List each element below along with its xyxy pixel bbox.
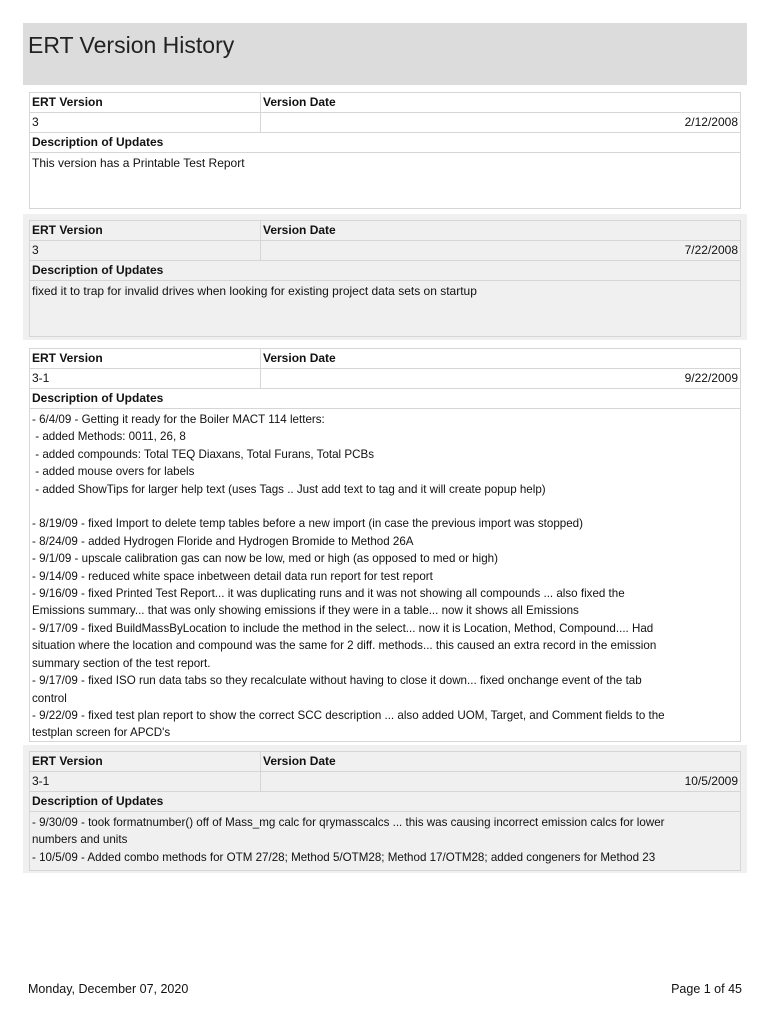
version-date-label: Version Date [260, 348, 741, 369]
description-text: This version has a Printable Test Report [29, 152, 741, 209]
version-date-value: 10/5/2009 [260, 771, 741, 792]
version-date-value: 9/22/2009 [260, 368, 741, 389]
footer-page-number: Page 1 of 45 [671, 982, 742, 996]
version-date-label: Version Date [260, 92, 741, 113]
ert-version-value: 3-1 [29, 771, 261, 792]
version-record [23, 342, 747, 742]
ert-version-value: 3 [29, 112, 261, 133]
version-record [23, 214, 747, 340]
description-text: fixed it to trap for invalid drives when looking for existing project data sets on startup [29, 280, 741, 337]
ert-version-label: ERT Version [29, 348, 261, 369]
version-date-label: Version Date [260, 220, 741, 241]
version-date-label: Version Date [260, 751, 741, 772]
ert-version-value: 3 [29, 240, 261, 261]
description-text: - 6/4/09 - Getting it ready for the Boiler MACT 114 letters: - added Methods: 0011, 26, 8 - added compounds: Total TEQ Diaxans, Total Furans, Total PCBs - added mouse overs for labels - added ShowTips for larger help text (uses Tags .. Just add text to tag and it will create popup help) - 8/19/09 - fixed Import to delete temp tables before a new import (in case the previous import was stopped) - 8/24/09 - added Hydrogen Floride and Hydrogen Bromide to Method 26A - 9/1/09 - upscale calibration gas can now be low, med or high (as opposed to med or high) - 9/14/09 - reduced white space inbetween detail data run report for test report - 9/16/09 - fixed Printed Test Report... it was duplicating runs and it was not showing all compounds ... also fixed the Emissions summary... that was only showing emissions if they were in a table... now it shows all Emissions - 9/17/09 - fixed BuildMassByLocation to include the method in the select... now it is Location, Method, Compound.... Had situation where the location and compound was the same for 2 diff. methods... this caused an extra record in the emission summary section of the test report. - 9/17/09 - fixed ISO run data tabs so they recalculate without having to close it down... fixed onchange event of the tab control - 9/22/09 - fixed test plan report to show the correct SCC description ... also added UOM, Target, and Comment fields to the testplan screen for APCD's [29, 408, 741, 742]
ert-version-label: ERT Version [29, 751, 261, 772]
version-date-value: 7/22/2008 [260, 240, 741, 261]
description-label: Description of Updates [29, 388, 741, 409]
description-label: Description of Updates [29, 132, 741, 153]
page-title: ERT Version History [28, 32, 235, 58]
version-date-value: 2/12/2008 [260, 112, 741, 133]
ert-version-label: ERT Version [29, 220, 261, 241]
footer-date: Monday, December 07, 2020 [28, 982, 189, 996]
description-label: Description of Updates [29, 260, 741, 281]
description-label: Description of Updates [29, 791, 741, 812]
version-record [23, 745, 747, 873]
description-text: - 9/30/09 - took formatnumber() off of Mass_mg calc for qrymasscalcs ... this was causing incorrect emission calcs for lower numbers and units - 10/5/09 - Added combo methods for OTM 27/28; Method 5/OTM28; Method 17/OTM28; added congeners for Method 23 [29, 811, 741, 871]
ert-version-value: 3-1 [29, 368, 261, 389]
report-header [23, 23, 747, 85]
ert-version-label: ERT Version [29, 92, 261, 113]
version-record [23, 86, 747, 212]
